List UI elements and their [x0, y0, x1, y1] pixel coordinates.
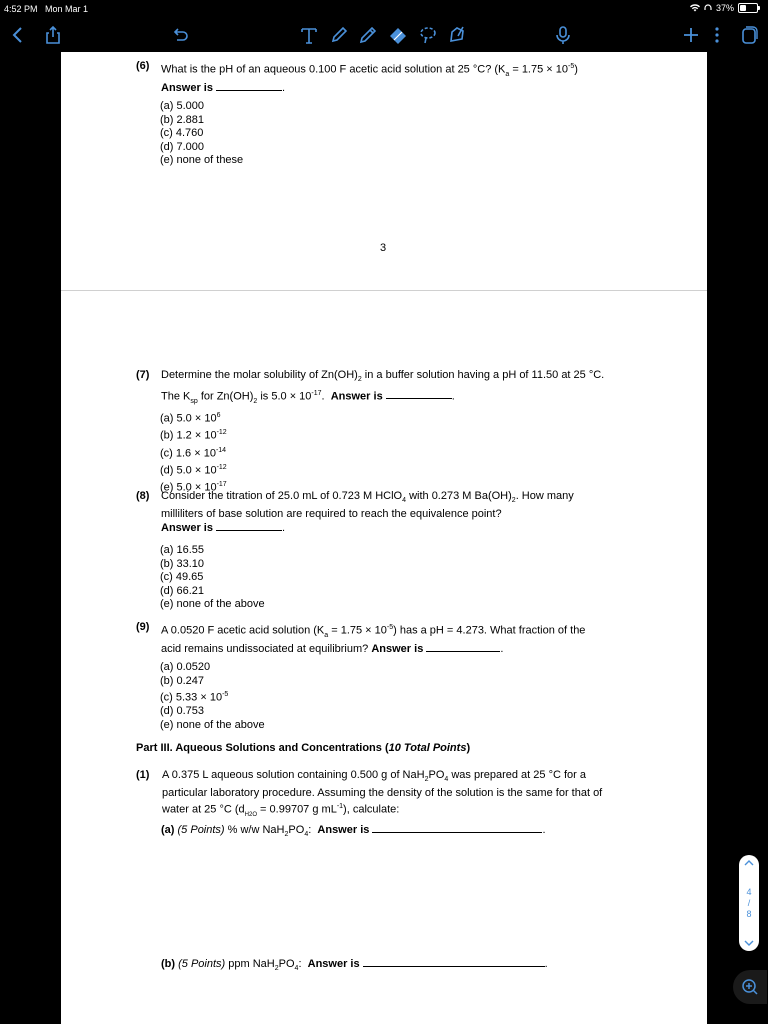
option[interactable]: (e) none of these	[160, 154, 244, 167]
status-bar	[0, 0, 768, 18]
option[interactable]: (d) $5.0 \times 10^{-12}$	[160, 463, 227, 477]
question-number: (6)	[136, 60, 150, 72]
question-number: (1)	[136, 769, 150, 781]
option[interactable]: (a) 0.0520	[160, 661, 211, 673]
chevron-up-icon[interactable]	[744, 859, 754, 867]
pen-icon[interactable]	[326, 22, 352, 48]
page-number: 3	[380, 242, 387, 254]
headphones-icon	[704, 4, 712, 12]
toolbar	[0, 18, 768, 52]
more-icon[interactable]	[704, 22, 730, 48]
add-icon[interactable]	[678, 22, 704, 48]
question-text: Determine the molar solubility of $Zn(OH)_2$ in a buffer solution having a pH of 11.50 at 25 °C. The $K_{sp}$ for $Zn(OH)_2$ is $5.0 \times 10^{-17}$. Answer is .	[161, 369, 605, 405]
answer-blank[interactable]	[386, 389, 452, 399]
option[interactable]: (e) none of the above	[160, 719, 265, 732]
option[interactable]: (d) 0.753	[160, 705, 205, 718]
document-page[interactable]	[61, 52, 707, 1024]
page-indicator: 4 / 8	[746, 886, 752, 919]
q7-options	[160, 409, 227, 495]
option[interactable]: (b) 33.10	[160, 557, 205, 570]
answer-blank[interactable]	[372, 823, 542, 833]
battery-percent: 37%	[715, 3, 734, 13]
option[interactable]: (a) 16.55	[160, 544, 205, 556]
page-divider	[61, 290, 707, 291]
option[interactable]: (c) 4.760	[160, 127, 204, 140]
zoom-in-icon	[741, 978, 759, 996]
text-tool-icon[interactable]	[296, 22, 322, 48]
option[interactable]: (a) $5.0 \times 10^6$	[160, 412, 221, 425]
part-a: (a) (5 Points) % w/w $NaH_2PO_4$: Answer is .	[161, 824, 546, 839]
answer-blank[interactable]	[216, 521, 282, 531]
home-indicator[interactable]	[266, 1013, 502, 1018]
option[interactable]: (b) $1.2 \times 10^{-12}$	[160, 429, 227, 442]
page-navigator[interactable]	[739, 855, 759, 951]
q8-options	[160, 544, 265, 612]
option[interactable]: (b) 2.881	[160, 113, 205, 126]
chevron-down-icon[interactable]	[744, 939, 754, 947]
q6-options	[160, 100, 243, 168]
share-icon[interactable]	[40, 22, 66, 48]
answer-blank[interactable]	[426, 642, 500, 652]
option[interactable]: (e) none of the above	[160, 598, 265, 611]
question-number: (8)	[136, 490, 150, 502]
zoom-button[interactable]	[733, 970, 767, 1004]
answer-blank[interactable]	[216, 81, 282, 91]
microphone-icon[interactable]	[550, 22, 576, 48]
question-text: A 0.0520 F acetic acid solution $(K_a = 1.75 \times 10^{-5})$ has a pH = 4.273. What fraction of the acid remains undissociated at equilibrium? Answer is .	[161, 624, 586, 656]
status-right	[690, 3, 758, 13]
question-text: A 0.375 L aqueous solution containing 0.500 g of $NaH_2PO_4$ was prepared at 25 °C for a particular laboratory procedure. Assuming the density of the solution is the same for that of water at 25 °C ($d_{H2O} = 0.99707$ g $mL^{-1}$), calculate:	[162, 769, 603, 819]
lasso-icon[interactable]	[415, 22, 441, 48]
question-number: (9)	[136, 621, 150, 633]
part-b: (b) (5 Points) ppm $NaH_2PO_4$: Answer is .	[161, 958, 548, 973]
pencil-icon[interactable]	[355, 22, 381, 48]
pages-icon[interactable]	[736, 22, 762, 48]
battery-icon	[738, 3, 758, 13]
section-heading: Part III. Aqueous Solutions and Concentrations (10 Total Points)	[136, 742, 471, 754]
option[interactable]: (c) $5.33 \times 10^{-5}$	[160, 691, 229, 704]
eraser-icon[interactable]	[385, 22, 411, 48]
option[interactable]: (c) 49.65	[160, 571, 204, 584]
option[interactable]: (d) 66.21	[160, 584, 205, 597]
question-text: What is the pH of an aqueous 0.100 F acetic acid solution at 25 °C? $(K_a = 1.75 \times 10^{-5})$ Answer is .	[161, 63, 578, 95]
undo-icon[interactable]	[168, 22, 194, 48]
shape-icon[interactable]	[444, 22, 470, 48]
option[interactable]: (b) 0.247	[160, 674, 205, 687]
wifi-icon	[690, 4, 700, 12]
back-icon[interactable]	[5, 22, 31, 48]
question-number: (7)	[136, 369, 150, 381]
option[interactable]: (a) 5.000	[160, 100, 205, 112]
question-text: Consider the titration of 25.0 mL of 0.723 M HClO$_4$ with 0.273 M $Ba(OH)_2$. How many milliliters of base solution are required to reach the equivalence point? Answer is .	[161, 490, 574, 535]
option[interactable]: (e) $5.0 \times 10^{-17}$	[160, 481, 227, 494]
option[interactable]: (d) 7.000	[160, 140, 205, 153]
q9-options	[160, 661, 265, 733]
status-time: 4:52 PM Mon Mar 1	[4, 4, 89, 14]
answer-blank[interactable]	[363, 957, 545, 967]
option[interactable]: (c) $1.6 \times 10^{-14}$	[160, 446, 227, 460]
